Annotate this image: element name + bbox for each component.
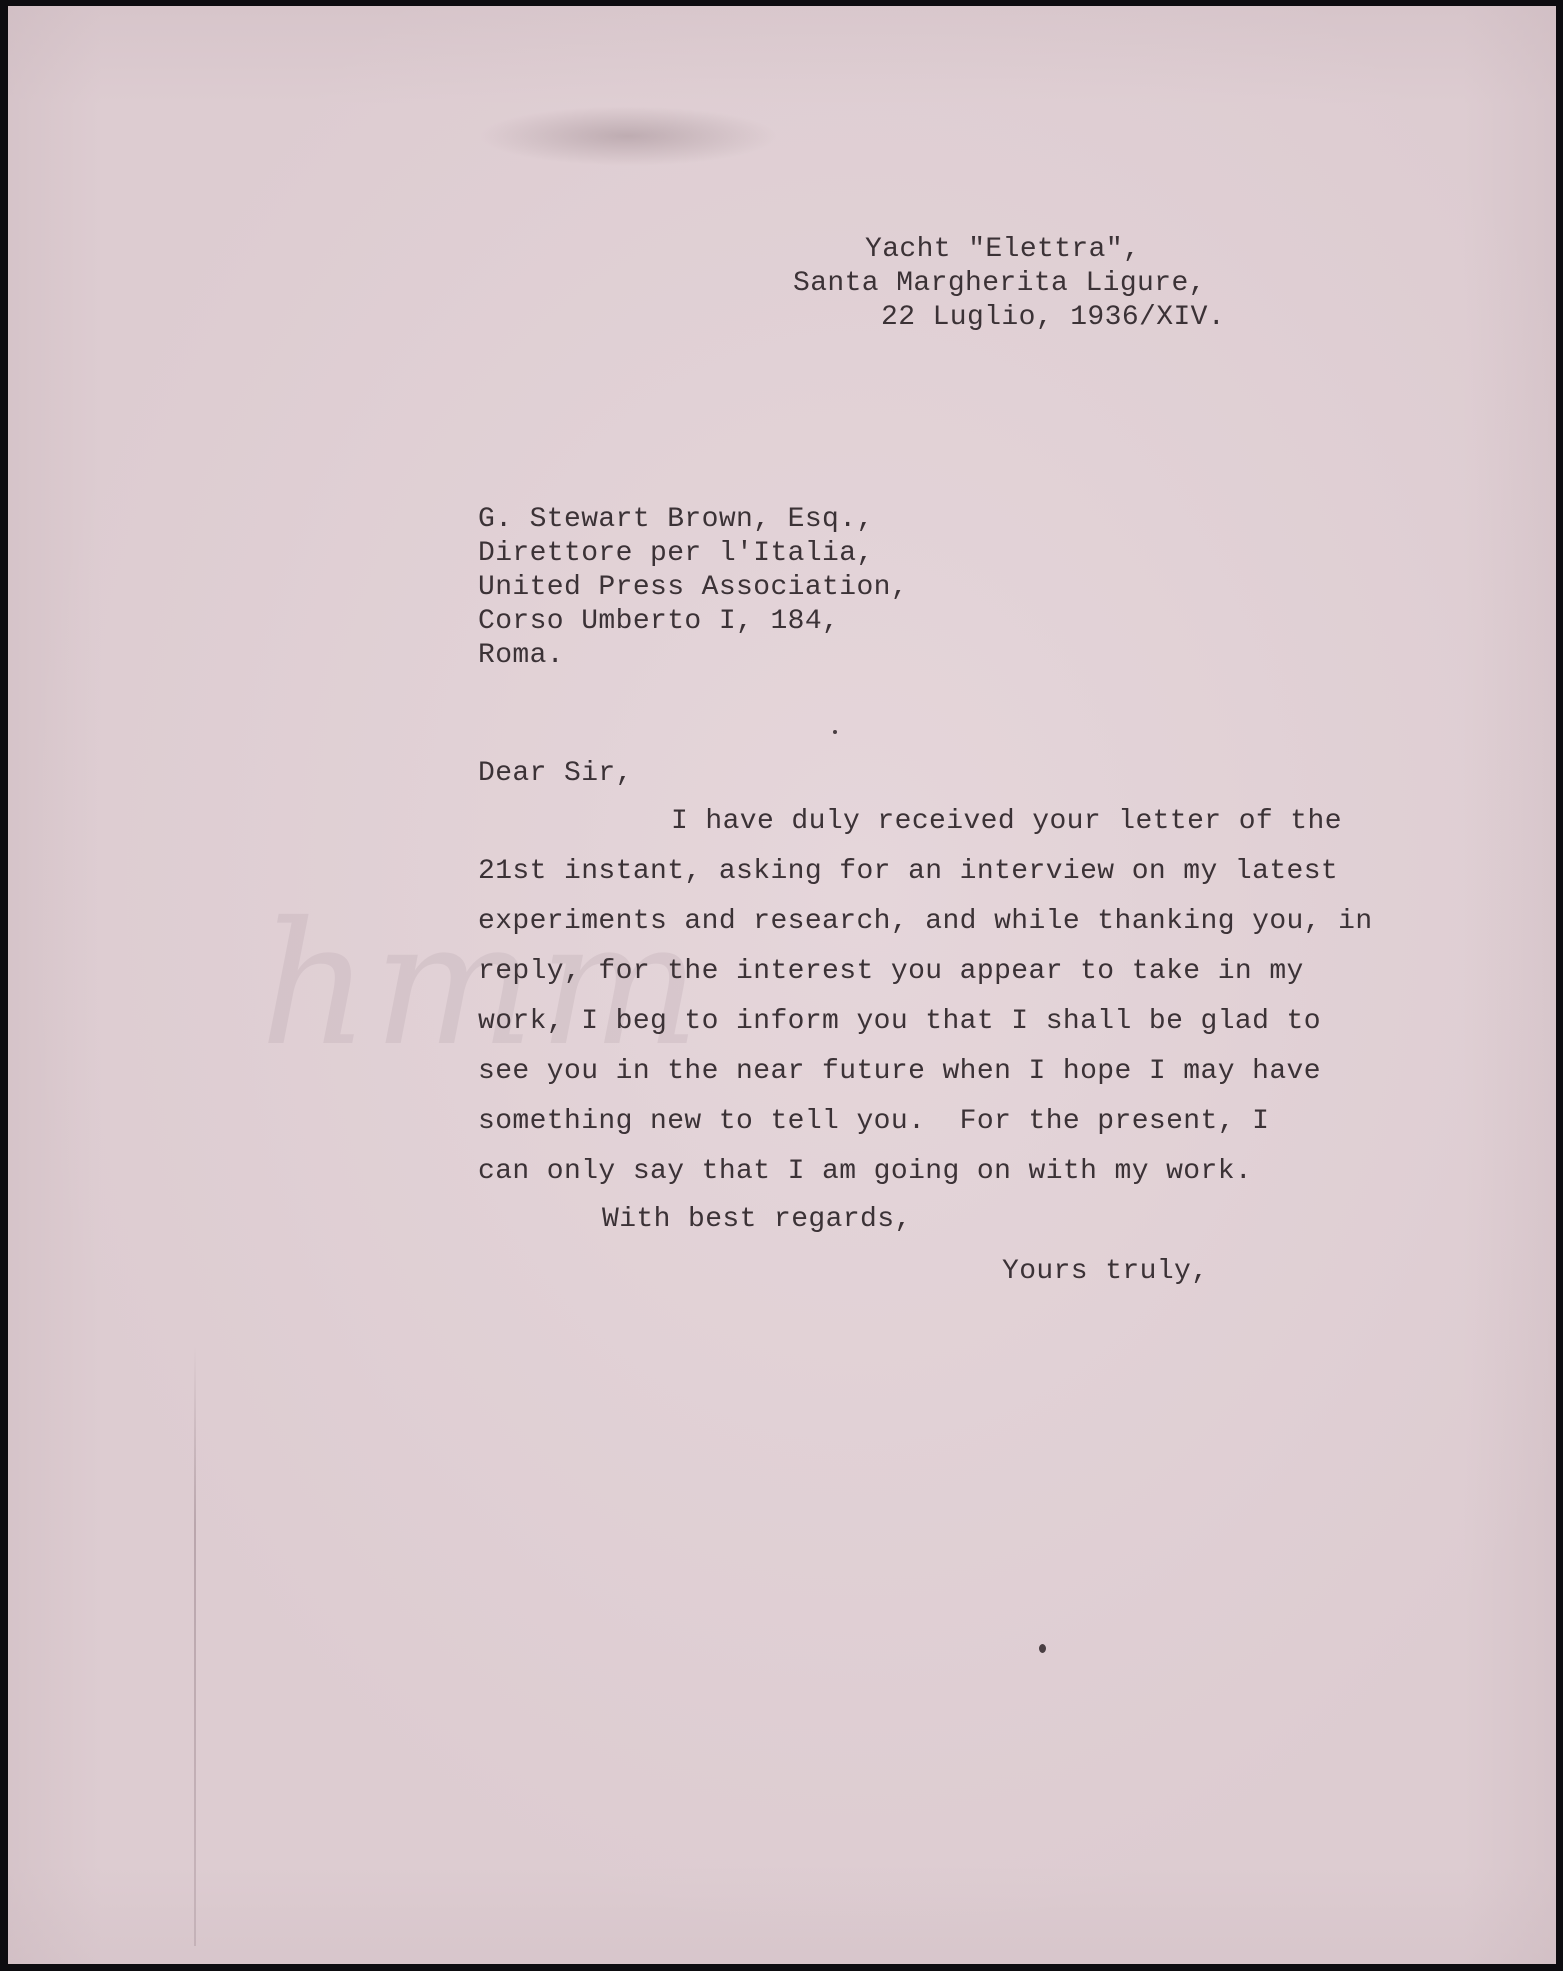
paper-speck bbox=[833, 730, 837, 734]
recipient-name: G. Stewart Brown, Esq., bbox=[478, 504, 874, 535]
recipient-organization: United Press Association, bbox=[478, 572, 909, 603]
closing-line: Yours truly, bbox=[1002, 1256, 1209, 1287]
body-line: something new to tell you. For the present, I bbox=[478, 1106, 1270, 1137]
body-line: I have duly received your letter of the bbox=[671, 806, 1342, 837]
watermark-icon: hmm bbox=[260, 886, 704, 1084]
paper-speck bbox=[1039, 1644, 1046, 1653]
salutation: Dear Sir, bbox=[478, 758, 633, 789]
regards-line: With best regards, bbox=[602, 1204, 912, 1235]
date-line: 22 Luglio, 1936/XIV. bbox=[881, 302, 1226, 333]
body-line: reply, for the interest you appear to take in my bbox=[478, 956, 1304, 987]
place-line-2: Santa Margherita Ligure, bbox=[793, 268, 1206, 299]
body-line: see you in the near future when I hope I may have bbox=[478, 1056, 1321, 1087]
body-line: experiments and research, and while thanking you, in bbox=[478, 906, 1373, 937]
ink-smudge bbox=[478, 106, 778, 166]
paper-crease bbox=[194, 1346, 196, 1946]
recipient-title: Direttore per l'Italia, bbox=[478, 538, 874, 569]
body-line: can only say that I am going on with my work. bbox=[478, 1156, 1253, 1187]
recipient-street: Corso Umberto I, 184, bbox=[478, 606, 840, 637]
letter-sheet bbox=[8, 6, 1556, 1964]
place-line-1: Yacht "Elettra", bbox=[865, 234, 1141, 265]
body-line: 21st instant, asking for an interview on my latest bbox=[478, 856, 1339, 887]
recipient-city: Roma. bbox=[478, 640, 565, 671]
body-line: work, I beg to inform you that I shall be glad to bbox=[478, 1006, 1321, 1037]
